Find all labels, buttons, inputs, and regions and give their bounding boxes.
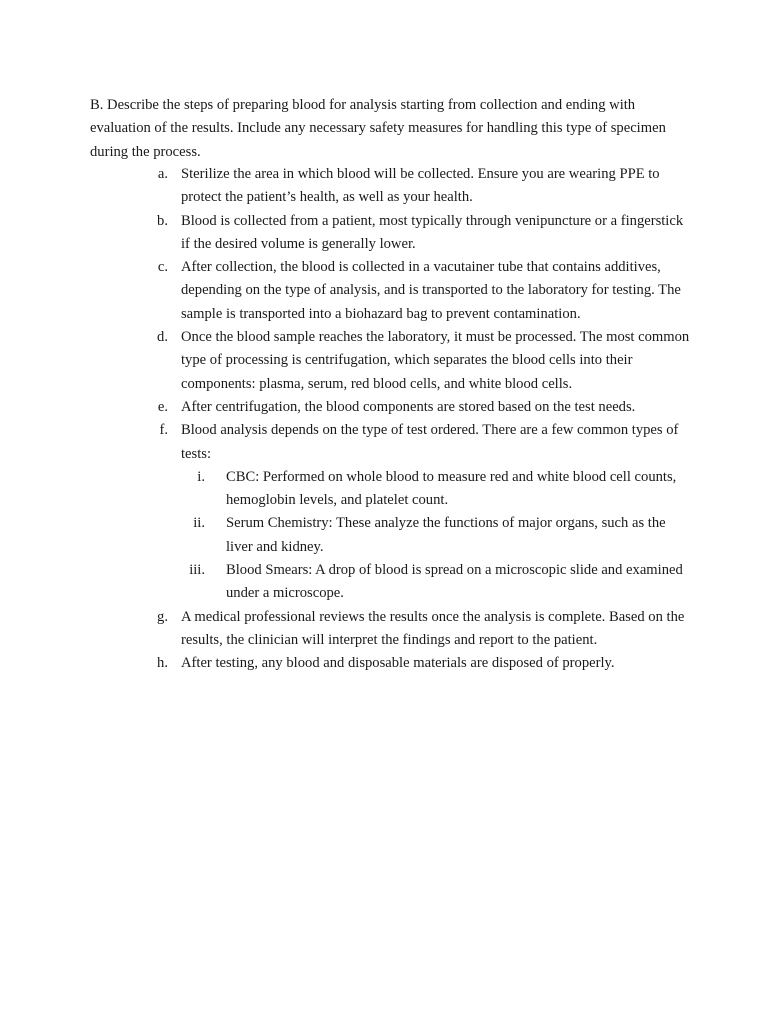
list-marker: g. <box>157 608 168 625</box>
list-item-text: A medical professional reviews the results once the analysis is complete. Based on the results, the clinician will interpret the findings and report to the patient. <box>181 608 685 648</box>
list-marker: f. <box>159 422 168 439</box>
list-marker: d. <box>157 329 168 346</box>
list-marker: a. <box>157 166 168 182</box>
list-marker: e. <box>157 398 168 415</box>
list-item-text: Blood analysis depends on the type of test ordered. There are a few common types of tests: <box>181 422 679 462</box>
list-item-h <box>90 652 690 675</box>
answer-list <box>90 163 690 676</box>
sub-list-item-ii <box>181 512 690 559</box>
sub-list-item-i <box>181 466 690 513</box>
sub-list-marker: i. <box>197 468 205 485</box>
question-text: B. Describe the steps of preparing blood for analysis starting from collection and ending with evaluation of the results. Include any necessary safety measures for handling this type of specimen during the process. <box>90 97 666 160</box>
list-item-b <box>90 210 690 257</box>
list-marker: b. <box>157 212 168 229</box>
list-item-text: After collection, the blood is collected in a vacutainer tube that contains additives, depending on the type of analysis, and is transported to the laboratory for testing. The sample is transported into a biohazard bag to prevent contamination. <box>181 259 681 322</box>
list-item-c <box>90 256 690 326</box>
list-marker: h. <box>157 655 168 672</box>
list-item-d <box>90 326 690 396</box>
list-item-text: Blood is collected from a patient, most typically through venipuncture or a fingerstick if the desired volume is generally lower. <box>181 212 684 252</box>
sub-list-marker: ii. <box>193 515 205 532</box>
list-item-g <box>90 606 690 653</box>
list-item-text: After centrifugation, the blood components are stored based on the test needs. <box>181 398 636 415</box>
sub-list-item-text: Serum Chemistry: These analyze the functions of major organs, such as the liver and kidney. <box>226 515 666 555</box>
sub-list-item-text: CBC: Performed on whole blood to measure red and white blood cell counts, hemoglobin levels, and platelet count. <box>226 468 677 509</box>
sub-list-marker: iii. <box>189 562 205 579</box>
list-item-e <box>90 396 690 419</box>
list-item-a <box>90 163 690 210</box>
sub-list <box>181 466 690 606</box>
sub-list-item-iii <box>181 559 690 606</box>
list-item-text: Once the blood sample reaches the laboratory, it must be processed. The most common type of processing is centrifugation, which separates the blood cells into their components: plasma, serum, red blood cells, and white blood cells. <box>181 329 690 392</box>
list-marker: c. <box>157 259 168 276</box>
list-item-f <box>90 419 690 605</box>
sub-list-item-text: Blood Smears: A drop of blood is spread on a microscopic slide and examined under a microscope. <box>226 562 683 602</box>
list-item-text: Sterilize the area in which blood will be collected. Ensure you are wearing PPE to protect the patient’s health, as well as your health. <box>181 166 660 206</box>
list-item-text: After testing, any blood and disposable materials are disposed of properly. <box>181 655 615 672</box>
